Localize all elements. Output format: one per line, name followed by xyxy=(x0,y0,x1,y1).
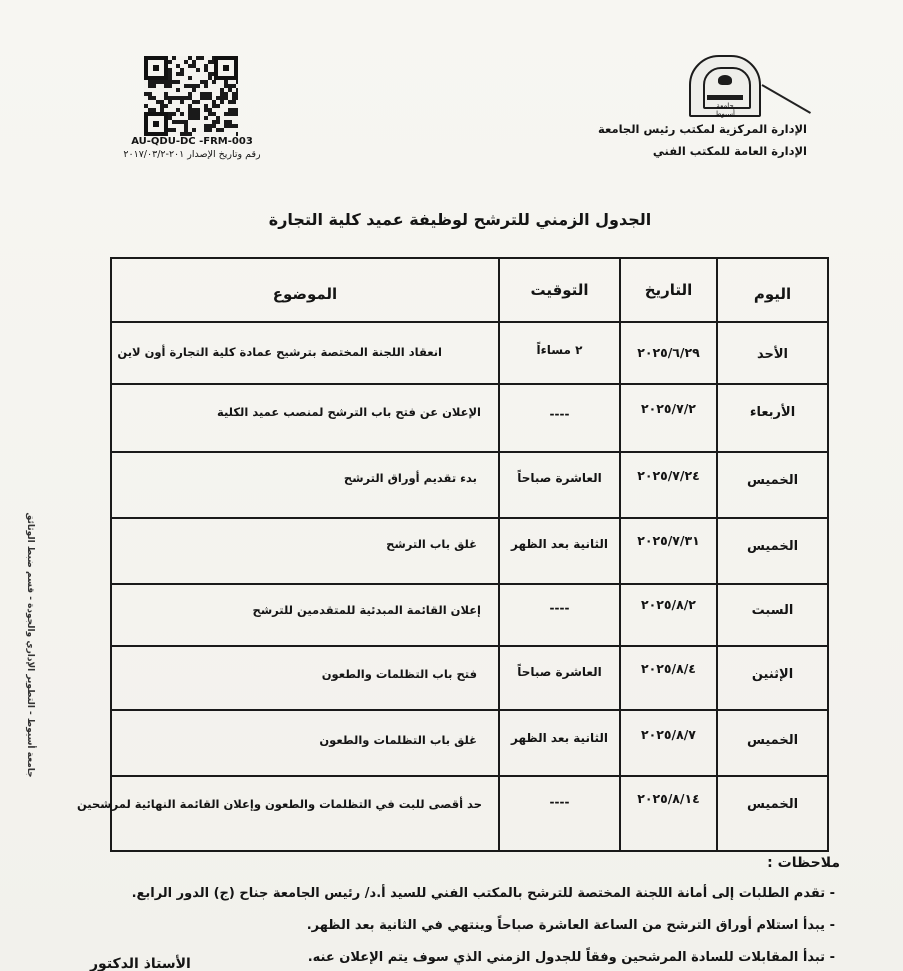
cell-day: الخميس xyxy=(746,797,799,812)
margin-text: جامعة أسيوط - التطوير الإداري والجودة - قسم ضبط الوثائق xyxy=(25,512,35,778)
cell-topic: إعلان القائمة المبدئية للمتقدمين للترشح xyxy=(252,603,481,617)
table-row xyxy=(112,711,827,775)
cell-day: السبت xyxy=(751,603,794,618)
cell-topic: غلق باب الترشح xyxy=(386,537,477,551)
note-item: - يبدأ استلام أوراق الترشح من الساعة العاشرة صباحاً وينتهي في الثانية بعد الظهر. xyxy=(306,918,835,933)
cell-topic: غلق باب التظلمات والطعون xyxy=(319,733,477,747)
header-date: التاريخ xyxy=(644,281,693,299)
cell-date: ٢٠٢٥/٧/٣١ xyxy=(637,533,700,548)
table-row xyxy=(112,585,827,645)
header-topic: الموضوع xyxy=(272,285,338,303)
issue-number: رقم وتاريخ الإصدار ٢٠١-٢٠١٧/٠٣/٢ xyxy=(123,149,261,160)
cell-date: ٢٠٢٥/٨/٢ xyxy=(641,597,696,612)
table-row xyxy=(76,777,827,850)
table-row xyxy=(112,453,827,517)
cell-day: الخميس xyxy=(746,733,799,748)
table-header xyxy=(112,259,827,321)
note-item: - تقدم الطلبات إلى أمانة اللجنة المختصة للترشح بالمكتب الفني للسيد أ.د/ رئيس الجامعة جناح (ج) الدور الرابع. xyxy=(131,886,835,901)
cell-topic: الإعلان عن فتح باب الترشح لمنصب عميد الكلية xyxy=(217,405,481,419)
schedule-table xyxy=(76,257,829,852)
pointer-line xyxy=(762,84,811,114)
cell-day: الخميس xyxy=(746,539,799,554)
cell-time: ---- xyxy=(549,795,570,809)
org-line-2: الإدارة العامة للمكتب الفني xyxy=(652,144,807,158)
cell-time: ---- xyxy=(549,407,570,421)
document-title: الجدول الزمني للترشح لوظيفة عميد كلية التجارة xyxy=(268,210,652,229)
cell-time: العاشرة صباحاً xyxy=(517,471,602,485)
signature-fragment: الأستاذ الدكتور xyxy=(90,956,191,971)
university-logo xyxy=(689,55,759,118)
cell-day: الأحد xyxy=(756,347,788,362)
cell-time: الثانية بعد الظهر xyxy=(511,731,608,745)
cell-time: الثانية بعد الظهر xyxy=(511,537,608,551)
cell-time: ---- xyxy=(549,601,570,615)
note-item: - تبدأ المقابلات للسادة المرشحين وفقاً للجدول الزمني الذي سوف يتم الإعلان عنه. xyxy=(307,950,835,965)
cell-date: ٢٠٢٥/٨/٧ xyxy=(641,727,696,742)
table-row xyxy=(112,647,827,709)
cell-date: ٢٠٢٥/٨/٤ xyxy=(641,661,696,676)
table-row xyxy=(112,385,827,451)
cell-topic: بدء تقديم أوراق الترشح xyxy=(343,471,477,485)
cell-day: الأربعاء xyxy=(749,405,796,420)
table-row xyxy=(112,323,827,382)
header-time: التوقيت xyxy=(530,281,589,299)
cell-date: ٢٠٢٥/٦/٢٩ xyxy=(637,345,700,360)
cell-date: ٢٠٢٥/٨/١٤ xyxy=(637,791,700,806)
cell-topic: انعقاد اللجنة المختصة بترشيح عمادة كلية التجارة أون لاين xyxy=(117,345,442,359)
cell-day: الإثنين xyxy=(751,667,794,682)
cell-date: ٢٠٢٥/٧/٢ xyxy=(641,401,696,416)
cell-day: الخميس xyxy=(746,473,799,488)
cell-date: ٢٠٢٥/٧/٢٤ xyxy=(637,468,700,483)
cell-time: ٢ مساءاً xyxy=(536,343,583,357)
form-code: AU-QDU-DC -FRM-003 xyxy=(131,136,253,147)
notes-title: ملاحظات : xyxy=(767,855,840,871)
cell-topic: فتح باب التظلمات والطعون xyxy=(321,667,477,681)
organization-block xyxy=(547,118,807,162)
org-line-1: الإدارة المركزية لمكتب رئيس الجامعة xyxy=(598,122,807,136)
logo-text: جامعة أسيوط xyxy=(714,102,735,118)
header-day: اليوم xyxy=(753,285,792,303)
qr-code-icon xyxy=(144,56,238,136)
cell-topic: حد أقصى للبت في التظلمات والطعون وإعلان القائمة النهائية لمرشحين xyxy=(76,797,482,811)
cell-time: العاشرة صباحاً xyxy=(517,665,602,679)
table-row xyxy=(112,519,827,583)
